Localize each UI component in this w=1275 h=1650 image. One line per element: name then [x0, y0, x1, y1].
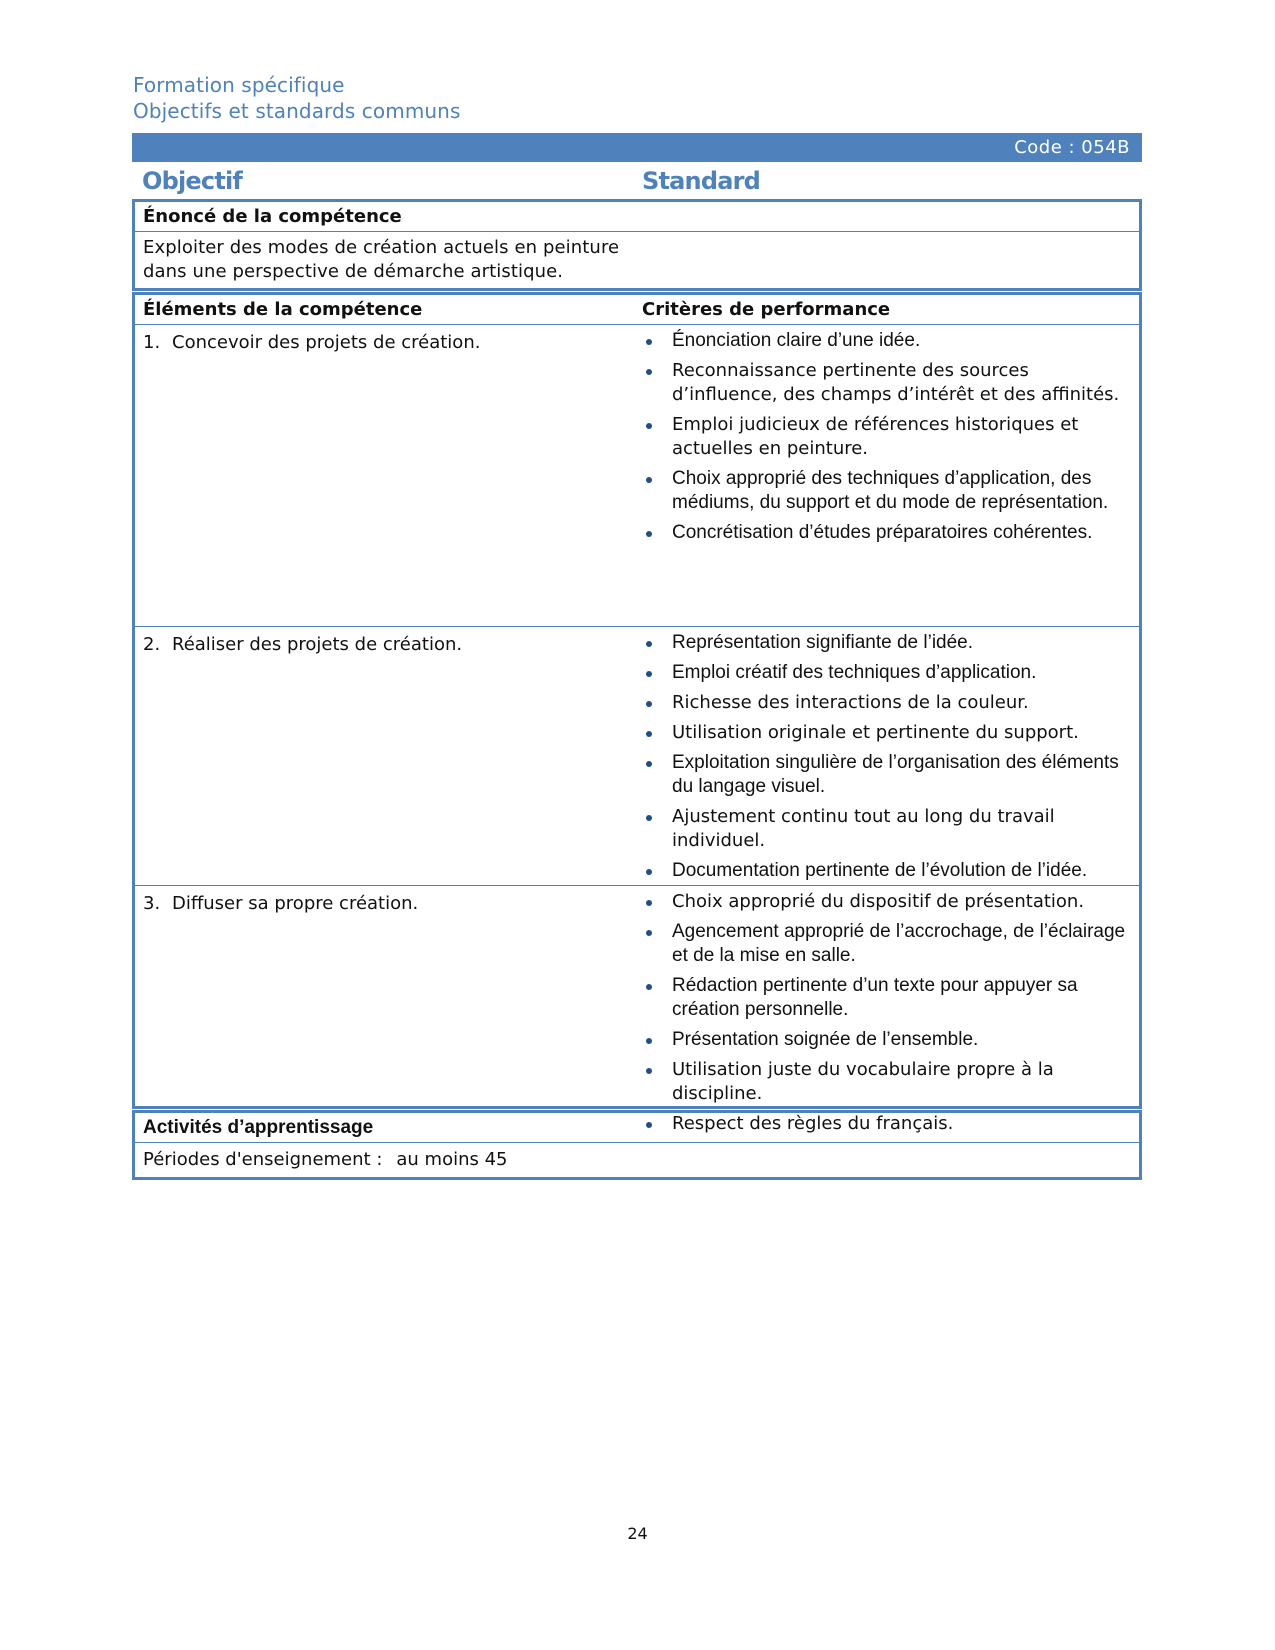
- bullet-icon: [646, 815, 652, 821]
- bullet-icon: [646, 984, 652, 990]
- criteria-item: Utilisation juste du vocabulaire propre à la discipline.: [642, 1058, 1139, 1106]
- bullet-icon: [646, 900, 652, 906]
- elements-title: Éléments de la compétence: [143, 299, 423, 320]
- criteria-list: [642, 325, 1139, 555]
- element-number: 3.: [143, 893, 161, 914]
- criteria-item: Rédaction pertinente d’un texte pour appuyer sa création personnelle.: [642, 974, 1139, 1022]
- page-header: [133, 72, 460, 124]
- bullet-icon: [646, 477, 652, 483]
- element-text: Diffuser sa propre création.: [172, 893, 419, 914]
- element-label: [143, 633, 462, 657]
- activites-section: [132, 1110, 1142, 1180]
- elements-header: [135, 295, 1139, 325]
- bullet-icon: [646, 1038, 652, 1044]
- bullet-icon: [646, 531, 652, 537]
- criteria-item: Exploitation singulière de l’organisation des éléments du langage visuel.: [642, 751, 1139, 799]
- element-text: Réaliser des projets de création.: [172, 634, 463, 655]
- header-line-1: Formation spécifique: [133, 73, 345, 97]
- element-row: [135, 886, 1139, 1136]
- column-title-standard: Standard: [642, 167, 761, 195]
- criteria-item: Reconnaissance pertinente des sources d’influence, des champs d’intérêt et des affinités.: [642, 359, 1139, 407]
- bullet-icon: [646, 1068, 652, 1074]
- criteria-title: Critères de performance: [642, 299, 891, 320]
- code-bar: [132, 133, 1142, 162]
- criteria-item: Respect des règles du français.: [642, 1112, 1139, 1136]
- enonce-title: Énoncé de la compétence: [143, 206, 402, 227]
- bullet-icon: [646, 339, 652, 345]
- criteria-item: Concrétisation d’études préparatoires cohérentes.: [642, 521, 1139, 545]
- element-number: 1.: [143, 332, 161, 353]
- page-number: 24: [627, 1524, 648, 1543]
- element-row: [135, 325, 1139, 627]
- criteria-item: Emploi créatif des techniques d’application.: [642, 661, 1139, 685]
- criteria-item: Documentation pertinente de l’évolution de l’idée.: [642, 859, 1139, 883]
- criteria-item: Richesse des interactions de la couleur.: [642, 691, 1139, 715]
- bullet-icon: [646, 869, 652, 875]
- periods-label: Périodes d'enseignement :: [143, 1149, 383, 1170]
- criteria-item: Utilisation originale et pertinente du support.: [642, 721, 1139, 745]
- bullet-icon: [646, 641, 652, 647]
- bullet-icon: [646, 671, 652, 677]
- periods-value: au moins 45: [396, 1149, 508, 1170]
- enonce-header: [135, 202, 1139, 232]
- criteria-item: Présentation soignée de l’ensemble.: [642, 1028, 1139, 1052]
- course-code: Code : 054B: [1014, 137, 1130, 158]
- criteria-item: Choix approprié du dispositif de présentation.: [642, 890, 1139, 914]
- bullet-icon: [646, 930, 652, 936]
- periods-line: [135, 1143, 1139, 1177]
- criteria-list: [642, 627, 1139, 893]
- criteria-item: Agencement approprié de l’accrochage, de l’éclairage et de la mise en salle.: [642, 920, 1139, 968]
- element-row: [135, 627, 1139, 886]
- element-label: [143, 892, 418, 916]
- element-number: 2.: [143, 634, 161, 655]
- criteria-item: Emploi judicieux de références historiques et actuelles en peinture.: [642, 413, 1139, 461]
- column-title-objectif: Objectif: [142, 167, 243, 195]
- bullet-icon: [646, 731, 652, 737]
- enonce-section: [132, 199, 1142, 291]
- bullet-icon: [646, 761, 652, 767]
- column-titles: [132, 162, 1142, 198]
- element-text: Concevoir des projets de création.: [172, 332, 481, 353]
- bullet-icon: [646, 369, 652, 375]
- criteria-list: [642, 886, 1139, 1146]
- criteria-item: Représentation signifiante de l’idée.: [642, 631, 1139, 655]
- element-label: [143, 331, 480, 355]
- activites-header: [135, 1113, 1139, 1143]
- bullet-icon: [646, 423, 652, 429]
- criteria-item: Choix approprié des techniques d’application, des médiums, du support et du mode de représentation.: [642, 467, 1139, 515]
- header-line-2: Objectifs et standards communs: [133, 99, 461, 123]
- enonce-text: Exploiter des modes de création actuels en peinture dans une perspective de démarche artistique.: [143, 237, 620, 282]
- activites-title: Activités d’apprentissage: [143, 1117, 374, 1138]
- criteria-item: Énonciation claire d’une idée.: [642, 329, 1139, 353]
- bullet-icon: [646, 701, 652, 707]
- criteria-item: Ajustement continu tout au long du travail individuel.: [642, 805, 1139, 853]
